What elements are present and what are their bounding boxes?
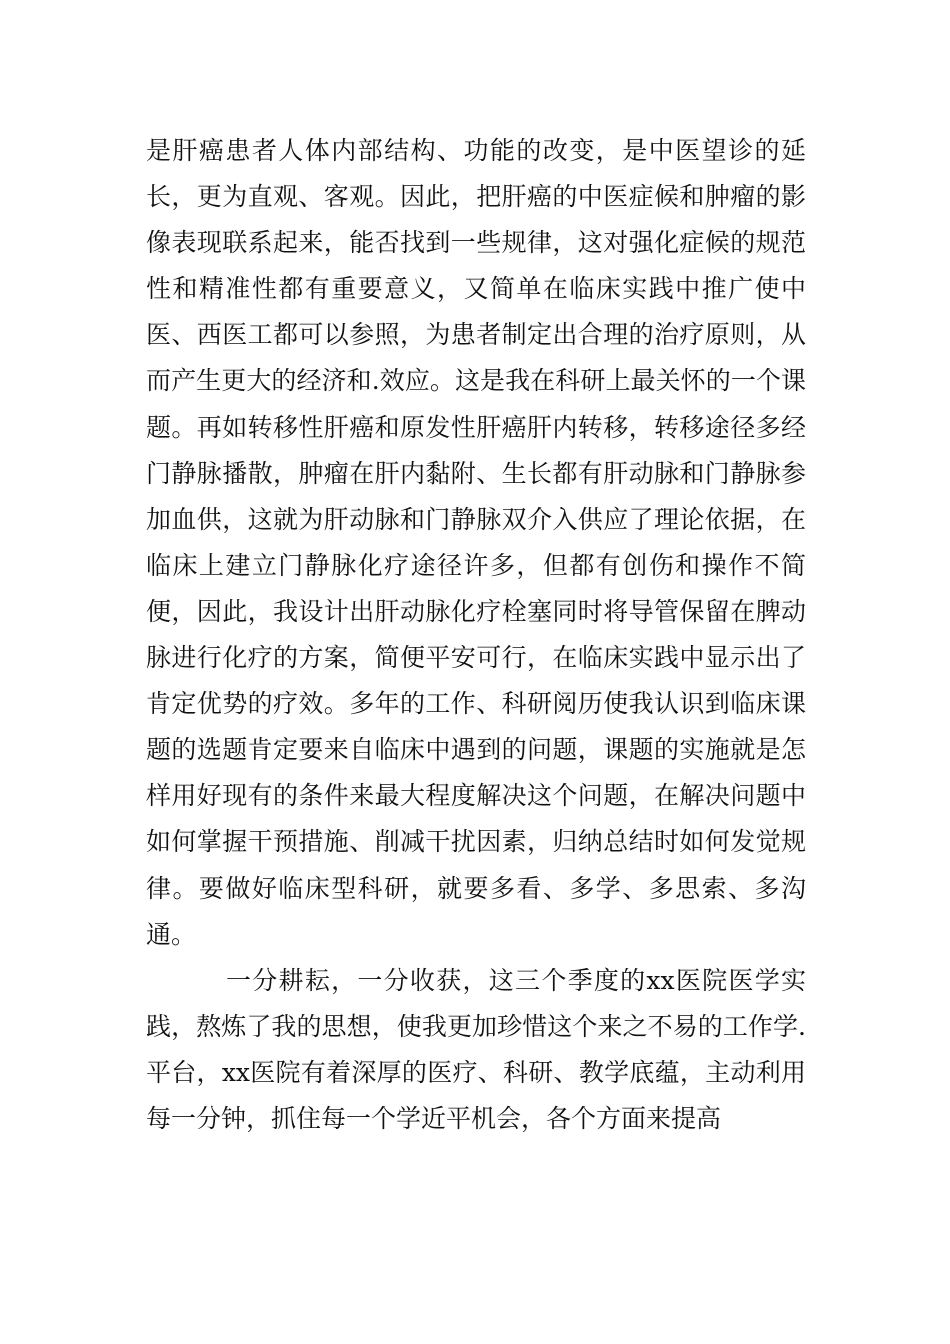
paragraph-hospital-practice: 一分耕耘，一分收获，这三个季度的xx医院医学实践，熬炼了我的思想，使我更加珍惜这个来之不易的工作学.平台，xx医院有着深厚的医疗、科研、教学底蕴，主动利用每一分钟，抓住每一个学近平机会，各个方面来提高 <box>146 965 806 1133</box>
paragraph-research-experience: 是肝癌患者人体内部结构、功能的改变，是中医望诊的延长，更为直观、客观。因此，把肝癌的中医症候和肿瘤的影像表现联系起来，能否找到一些规律，这对强化症候的规范性和精准性都有重要意义，又简单在临床实践中推广使中医、西医工都可以参照，为患者制定出合理的治疗原则，从而产生更大的经济和.效应。这是我在科研上最关怀的一个课题。再如转移性肝癌和原发性肝癌肝内转移，转移途径多经门静脉播散，肿瘤在肝内黏附、生长都有肝动脉和门静脉参加血供，这就为肝动脉和门静脉双介入供应了理论依据，在临床上建立门静脉化疗途径许多，但都有创伤和操作不简便，因此，我设计出肝动脉化疗栓塞同时将导管保留在脾动脉进行化疗的方案，简便平安可行，在临床实践中显示出了肯定优势的疗效。多年的工作、科研阅历使我认识到临床课题的选题肯定要来自临床中遇到的问题，课题的实施就是怎样用好现有的条件来最大程度解决这个问题，在解决问题中如何掌握干预措施、削减干扰因素，归纳总结时如何发觉规律。要做好临床型科研，就要多看、多学、多思索、多沟通。 <box>146 136 806 949</box>
body-text <box>146 128 806 1142</box>
